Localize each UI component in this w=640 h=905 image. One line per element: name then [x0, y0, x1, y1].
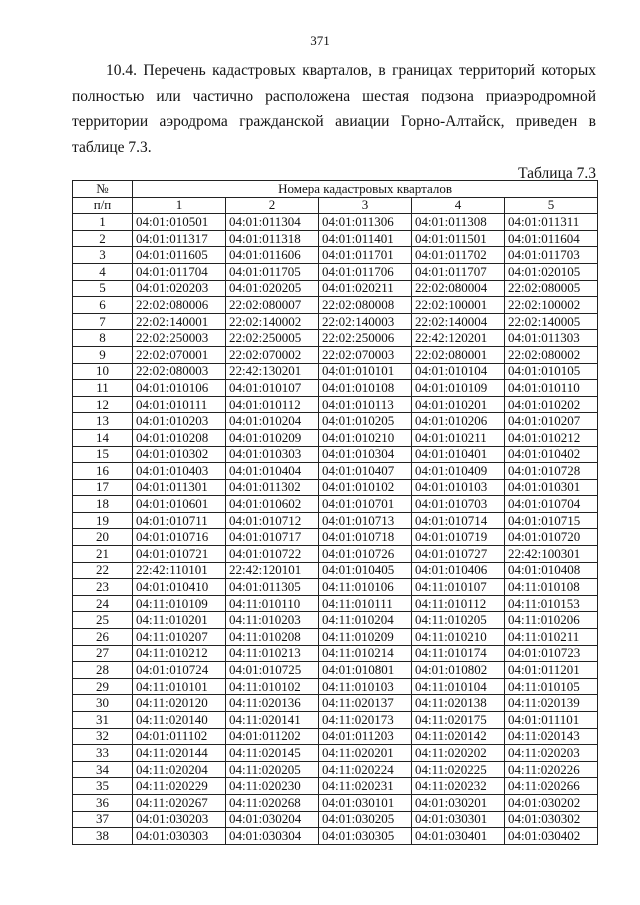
row-number: 6 [73, 297, 133, 314]
cadastral-number-cell: 04:11:010110 [226, 595, 319, 612]
cadastral-number-cell: 04:01:030101 [319, 794, 412, 811]
table-body [73, 214, 598, 845]
cadastral-number-cell: 04:01:010301 [505, 479, 598, 496]
cadastral-number-cell: 04:01:010208 [133, 429, 226, 446]
cadastral-number-cell: 04:01:011707 [412, 263, 505, 280]
cadastral-number-cell: 22:02:080006 [133, 297, 226, 314]
cadastral-number-cell: 04:01:011705 [226, 263, 319, 280]
cadastral-number-cell: 04:01:010406 [412, 562, 505, 579]
cadastral-number-cell: 04:01:010716 [133, 529, 226, 546]
row-number: 7 [73, 313, 133, 330]
cadastral-number-cell: 04:01:011318 [226, 230, 319, 247]
table-row [73, 745, 598, 762]
cadastral-number-cell: 04:11:020201 [319, 745, 412, 762]
table-row [73, 346, 598, 363]
cadastral-number-cell: 22:02:140003 [319, 313, 412, 330]
cadastral-number-cell: 04:01:020205 [226, 280, 319, 297]
cadastral-number-cell: 04:01:010711 [133, 512, 226, 529]
cadastral-number-cell: 04:11:020138 [412, 695, 505, 712]
cadastral-number-cell: 22:42:130201 [226, 363, 319, 380]
row-number: 10 [73, 363, 133, 380]
cadastral-number-cell: 04:01:010210 [319, 429, 412, 446]
cadastral-number-cell: 04:01:010401 [412, 446, 505, 463]
row-number: 26 [73, 629, 133, 646]
cadastral-number-cell: 04:01:011202 [226, 728, 319, 745]
table-row [73, 479, 598, 496]
cadastral-number-cell: 04:01:010202 [505, 396, 598, 413]
cadastral-number-cell: 04:01:010714 [412, 512, 505, 529]
cadastral-number-cell: 04:01:010108 [319, 380, 412, 397]
cadastral-number-cell: 22:02:080008 [319, 297, 412, 314]
cadastral-number-cell: 22:02:250003 [133, 330, 226, 347]
table-row [73, 645, 598, 662]
cadastral-number-cell: 04:01:011606 [226, 247, 319, 264]
cadastral-number-cell: 04:01:011304 [226, 214, 319, 231]
cadastral-number-cell: 04:11:020266 [505, 778, 598, 795]
cadastral-number-cell: 04:11:020144 [133, 745, 226, 762]
cadastral-number-cell: 04:11:020140 [133, 712, 226, 729]
cadastral-number-cell: 22:42:120201 [412, 330, 505, 347]
cadastral-number-cell: 04:11:020232 [412, 778, 505, 795]
cadastral-number-cell: 04:01:011702 [412, 247, 505, 264]
table-row [73, 562, 598, 579]
table-row [73, 214, 598, 231]
cadastral-number-cell: 22:02:140004 [412, 313, 505, 330]
page-number: 371 [310, 33, 330, 48]
cadastral-number-cell: 04:01:010304 [319, 446, 412, 463]
cadastral-number-cell: 04:11:010107 [412, 579, 505, 596]
table-row [73, 313, 598, 330]
header-num-top: № [73, 181, 133, 198]
row-number: 23 [73, 579, 133, 596]
cadastral-number-cell: 22:02:140005 [505, 313, 598, 330]
cadastral-number-cell: 04:01:011604 [505, 230, 598, 247]
cadastral-number-cell: 04:11:010212 [133, 645, 226, 662]
cadastral-number-cell: 04:11:010204 [319, 612, 412, 629]
table-row [73, 778, 598, 795]
cadastral-number-cell: 04:11:010101 [133, 678, 226, 695]
cadastral-number-cell: 04:01:010105 [505, 363, 598, 380]
table-row [73, 828, 598, 845]
cadastral-number-cell: 22:02:100001 [412, 297, 505, 314]
table-row [73, 280, 598, 297]
cadastral-number-cell: 04:11:020175 [412, 712, 505, 729]
cadastral-number-cell: 04:01:010704 [505, 496, 598, 513]
cadastral-number-cell: 22:02:070001 [133, 346, 226, 363]
cadastral-number-cell: 04:11:020268 [226, 794, 319, 811]
cadastral-number-cell: 04:01:011302 [226, 479, 319, 496]
table-header-row [73, 181, 598, 198]
cadastral-number-cell: 04:01:010601 [133, 496, 226, 513]
cadastral-number-cell: 04:11:010208 [226, 629, 319, 646]
cadastral-number-cell: 04:01:010302 [133, 446, 226, 463]
cadastral-number-cell: 04:01:010703 [412, 496, 505, 513]
row-number: 16 [73, 463, 133, 480]
cadastral-number-cell: 22:02:080007 [226, 297, 319, 314]
cadastral-number-cell: 04:01:020211 [319, 280, 412, 297]
row-number: 3 [73, 247, 133, 264]
cadastral-number-cell: 04:11:020203 [505, 745, 598, 762]
cadastral-number-cell: 22:02:080001 [412, 346, 505, 363]
table-subheader-row [73, 197, 598, 214]
cadastral-number-cell: 04:11:020229 [133, 778, 226, 795]
cadastral-number-cell: 04:11:010174 [412, 645, 505, 662]
cadastral-number-cell: 04:01:011303 [505, 330, 598, 347]
cadastral-number-cell: 04:01:010718 [319, 529, 412, 546]
table-caption: Таблица 7.3 [518, 165, 596, 182]
cadastral-number-cell: 04:01:030303 [133, 828, 226, 845]
cadastral-number-cell: 22:42:120101 [226, 562, 319, 579]
cadastral-number-cell: 04:11:020139 [505, 695, 598, 712]
cadastral-number-cell: 04:11:010205 [412, 612, 505, 629]
cadastral-number-cell: 04:11:020137 [319, 695, 412, 712]
cadastral-number-cell: 04:01:011501 [412, 230, 505, 247]
cadastral-number-cell: 04:11:020142 [412, 728, 505, 745]
cadastral-number-cell: 04:01:011101 [505, 712, 598, 729]
row-number: 24 [73, 595, 133, 612]
table-row [73, 678, 598, 695]
cadastral-number-cell: 04:11:010103 [319, 678, 412, 695]
row-number: 11 [73, 380, 133, 397]
column-number: 4 [412, 197, 505, 214]
cadastral-number-cell: 04:01:010103 [412, 479, 505, 496]
cadastral-number-cell: 04:01:010726 [319, 546, 412, 563]
cadastral-number-cell: 04:01:010409 [412, 463, 505, 480]
table-row [73, 794, 598, 811]
table-row [73, 496, 598, 513]
cadastral-number-cell: 04:11:020267 [133, 794, 226, 811]
table-row [73, 629, 598, 646]
row-number: 22 [73, 562, 133, 579]
cadastral-number-cell: 04:01:010206 [412, 413, 505, 430]
cadastral-number-cell: 22:02:140002 [226, 313, 319, 330]
cadastral-number-cell: 22:02:250006 [319, 330, 412, 347]
row-number: 29 [73, 678, 133, 695]
row-number: 4 [73, 263, 133, 280]
cadastral-number-cell: 04:11:020225 [412, 761, 505, 778]
column-number: 1 [133, 197, 226, 214]
cadastral-number-cell: 04:01:011605 [133, 247, 226, 264]
cadastral-number-cell: 04:01:030202 [505, 794, 598, 811]
row-number: 36 [73, 794, 133, 811]
cadastral-number-cell: 04:01:010602 [226, 496, 319, 513]
cadastral-number-cell: 04:01:030305 [319, 828, 412, 845]
column-number: 5 [505, 197, 598, 214]
column-number: 2 [226, 197, 319, 214]
cadastral-number-cell: 04:01:030203 [133, 811, 226, 828]
cadastral-number-cell: 04:11:010112 [412, 595, 505, 612]
row-number: 25 [73, 612, 133, 629]
cadastral-number-cell: 04:01:010712 [226, 512, 319, 529]
row-number: 13 [73, 413, 133, 430]
cadastral-number-cell: 04:01:010104 [412, 363, 505, 380]
cadastral-number-cell: 04:11:020230 [226, 778, 319, 795]
cadastral-number-cell: 04:01:010204 [226, 413, 319, 430]
row-number: 20 [73, 529, 133, 546]
cadastral-number-cell: 04:11:020205 [226, 761, 319, 778]
row-number: 33 [73, 745, 133, 762]
cadastral-number-cell: 04:01:030201 [412, 794, 505, 811]
table-row [73, 811, 598, 828]
cadastral-number-cell: 04:11:010111 [319, 595, 412, 612]
cadastral-number-cell: 04:01:010701 [319, 496, 412, 513]
cadastral-number-cell: 22:02:070003 [319, 346, 412, 363]
row-number: 8 [73, 330, 133, 347]
cadastral-number-cell: 04:01:010719 [412, 529, 505, 546]
table-row [73, 330, 598, 347]
cadastral-number-cell: 04:01:030302 [505, 811, 598, 828]
cadastral-number-cell: 04:01:020203 [133, 280, 226, 297]
cadastral-number-cell: 04:11:010201 [133, 612, 226, 629]
row-number: 35 [73, 778, 133, 795]
cadastral-number-cell: 22:02:070002 [226, 346, 319, 363]
cadastral-number-cell: 04:01:010113 [319, 396, 412, 413]
row-number: 30 [73, 695, 133, 712]
table-row [73, 446, 598, 463]
row-number: 2 [73, 230, 133, 247]
cadastral-number-cell: 04:11:020224 [319, 761, 412, 778]
row-number: 9 [73, 346, 133, 363]
cadastral-number-cell: 04:11:010153 [505, 595, 598, 612]
table-row [73, 429, 598, 446]
cadastral-number-cell: 04:01:010410 [133, 579, 226, 596]
row-number: 27 [73, 645, 133, 662]
cadastral-number-cell: 04:11:010209 [319, 629, 412, 646]
cadastral-number-cell: 04:01:010407 [319, 463, 412, 480]
table-row [73, 380, 598, 397]
cadastral-number-cell: 04:01:010405 [319, 562, 412, 579]
header-group: Номера кадастровых кварталов [133, 181, 598, 198]
cadastral-number-cell: 04:01:011317 [133, 230, 226, 247]
table-row [73, 662, 598, 679]
cadastral-number-cell: 04:01:010205 [319, 413, 412, 430]
cadastral-number-cell: 04:01:020105 [505, 263, 598, 280]
row-number: 31 [73, 712, 133, 729]
row-number: 1 [73, 214, 133, 231]
cadastral-number-cell: 04:11:010214 [319, 645, 412, 662]
cadastral-number-cell: 04:01:010717 [226, 529, 319, 546]
table-row [73, 595, 598, 612]
cadastral-number-cell: 22:42:110101 [133, 562, 226, 579]
row-number: 28 [73, 662, 133, 679]
cadastral-number-cell: 04:01:010107 [226, 380, 319, 397]
cadastral-number-cell: 04:01:011701 [319, 247, 412, 264]
cadastral-number-cell: 04:01:010723 [505, 645, 598, 662]
cadastral-number-cell: 04:01:010209 [226, 429, 319, 446]
cadastral-number-cell: 04:01:010112 [226, 396, 319, 413]
cadastral-number-cell: 04:11:020136 [226, 695, 319, 712]
cadastral-number-cell: 04:01:011311 [505, 214, 598, 231]
cadastral-number-cell: 04:01:030401 [412, 828, 505, 845]
row-number: 21 [73, 546, 133, 563]
cadastral-number-cell: 04:11:010207 [133, 629, 226, 646]
cadastral-number-cell: 04:01:010110 [505, 380, 598, 397]
cadastral-number-cell: 04:01:011703 [505, 247, 598, 264]
cadastral-number-cell: 22:02:080005 [505, 280, 598, 297]
cadastral-number-cell: 04:01:010201 [412, 396, 505, 413]
cadastral-number-cell: 04:01:011203 [319, 728, 412, 745]
table-row [73, 463, 598, 480]
cadastral-number-cell: 04:01:010212 [505, 429, 598, 446]
cadastral-number-cell: 04:11:020202 [412, 745, 505, 762]
cadastral-number-cell: 04:11:010102 [226, 678, 319, 695]
cadastral-number-cell: 04:01:030301 [412, 811, 505, 828]
cadastral-number-cell: 04:01:010408 [505, 562, 598, 579]
row-number: 34 [73, 761, 133, 778]
cadastral-number-cell: 04:01:010728 [505, 463, 598, 480]
cadastral-number-cell: 04:11:020231 [319, 778, 412, 795]
table-row [73, 263, 598, 280]
cadastral-number-cell: 04:11:010206 [505, 612, 598, 629]
cadastral-number-cell: 04:01:010727 [412, 546, 505, 563]
cadastral-number-cell: 04:01:010501 [133, 214, 226, 231]
row-number: 19 [73, 512, 133, 529]
table-row [73, 761, 598, 778]
cadastral-number-cell: 04:11:010210 [412, 629, 505, 646]
row-number: 38 [73, 828, 133, 845]
table-row [73, 529, 598, 546]
table-row [73, 512, 598, 529]
table-row [73, 247, 598, 264]
table-row [73, 363, 598, 380]
table-row [73, 230, 598, 247]
cadastral-number-cell: 04:01:010101 [319, 363, 412, 380]
cadastral-number-cell: 04:11:020120 [133, 695, 226, 712]
cadastral-number-cell: 04:01:011305 [226, 579, 319, 596]
table-row [73, 728, 598, 745]
row-number: 32 [73, 728, 133, 745]
cadastral-number-cell: 04:11:020204 [133, 761, 226, 778]
row-number: 12 [73, 396, 133, 413]
header-num-bottom: п/п [73, 197, 133, 214]
cadastral-number-cell: 04:01:010724 [133, 662, 226, 679]
table-row [73, 546, 598, 563]
cadastral-number-cell: 04:11:010104 [412, 678, 505, 695]
table-row [73, 712, 598, 729]
table-row [73, 579, 598, 596]
table-row [73, 695, 598, 712]
table-row [73, 413, 598, 430]
cadastral-number-cell: 04:11:010211 [505, 629, 598, 646]
cadastral-number-cell: 22:02:100002 [505, 297, 598, 314]
cadastral-number-cell: 04:01:010404 [226, 463, 319, 480]
table-row [73, 297, 598, 314]
cadastral-number-cell: 04:01:010211 [412, 429, 505, 446]
cadastral-number-cell: 04:01:011201 [505, 662, 598, 679]
cadastral-number-cell: 04:01:011308 [412, 214, 505, 231]
cadastral-number-cell: 04:11:010203 [226, 612, 319, 629]
cadastral-quarters-table [72, 180, 598, 845]
cadastral-number-cell: 04:01:010207 [505, 413, 598, 430]
cadastral-number-cell: 04:01:030204 [226, 811, 319, 828]
cadastral-number-cell: 04:01:011401 [319, 230, 412, 247]
cadastral-number-cell: 22:02:080004 [412, 280, 505, 297]
table-row [73, 612, 598, 629]
cadastral-number-cell: 04:11:010108 [505, 579, 598, 596]
cadastral-number-cell: 04:01:010801 [319, 662, 412, 679]
cadastral-number-cell: 22:02:140001 [133, 313, 226, 330]
cadastral-number-cell: 04:11:020226 [505, 761, 598, 778]
cadastral-number-cell: 04:01:010402 [505, 446, 598, 463]
cadastral-number-cell: 04:11:020173 [319, 712, 412, 729]
cadastral-number-cell: 04:01:010109 [412, 380, 505, 397]
cadastral-number-cell: 04:01:010802 [412, 662, 505, 679]
cadastral-number-cell: 22:02:250005 [226, 330, 319, 347]
cadastral-number-cell: 04:01:010715 [505, 512, 598, 529]
cadastral-number-cell: 04:01:010102 [319, 479, 412, 496]
row-number: 15 [73, 446, 133, 463]
cadastral-number-cell: 04:01:010203 [133, 413, 226, 430]
cadastral-number-cell: 04:11:010106 [319, 579, 412, 596]
row-number: 18 [73, 496, 133, 513]
cadastral-number-cell: 22:02:080002 [505, 346, 598, 363]
row-number: 17 [73, 479, 133, 496]
cadastral-number-cell: 04:11:010109 [133, 595, 226, 612]
cadastral-number-cell: 22:02:080003 [133, 363, 226, 380]
cadastral-number-cell: 04:01:010720 [505, 529, 598, 546]
cadastral-number-cell: 04:01:010303 [226, 446, 319, 463]
cadastral-number-cell: 04:01:010106 [133, 380, 226, 397]
cadastral-number-cell: 04:11:020145 [226, 745, 319, 762]
cadastral-number-cell: 04:01:010725 [226, 662, 319, 679]
cadastral-number-cell: 04:01:010713 [319, 512, 412, 529]
table-row [73, 396, 598, 413]
cadastral-number-cell: 04:01:011306 [319, 214, 412, 231]
cadastral-number-cell: 04:01:011704 [133, 263, 226, 280]
cadastral-number-cell: 04:11:010213 [226, 645, 319, 662]
cadastral-number-cell: 04:11:010105 [505, 678, 598, 695]
row-number: 14 [73, 429, 133, 446]
cadastral-number-cell: 04:01:030205 [319, 811, 412, 828]
cadastral-number-cell: 04:01:011706 [319, 263, 412, 280]
cadastral-number-cell: 04:01:011301 [133, 479, 226, 496]
cadastral-number-cell: 04:01:010111 [133, 396, 226, 413]
cadastral-number-cell: 04:11:020141 [226, 712, 319, 729]
row-number: 5 [73, 280, 133, 297]
cadastral-number-cell: 22:42:100301 [505, 546, 598, 563]
cadastral-number-cell: 04:01:030402 [505, 828, 598, 845]
row-number: 37 [73, 811, 133, 828]
cadastral-number-cell: 04:11:020143 [505, 728, 598, 745]
column-number: 3 [319, 197, 412, 214]
cadastral-number-cell: 04:01:030304 [226, 828, 319, 845]
section-paragraph: 10.4. Перечень кадастровых кварталов, в границах территорий которых полностью или частично расположена шестая подзона приаэродромной территории аэродрома гражданской авиации Горно-Алтайск, приведен в таблице 7.3. [72, 62, 596, 156]
cadastral-number-cell: 04:01:010722 [226, 546, 319, 563]
cadastral-number-cell: 04:01:010403 [133, 463, 226, 480]
cadastral-number-cell: 04:01:011102 [133, 728, 226, 745]
cadastral-number-cell: 04:01:010721 [133, 546, 226, 563]
